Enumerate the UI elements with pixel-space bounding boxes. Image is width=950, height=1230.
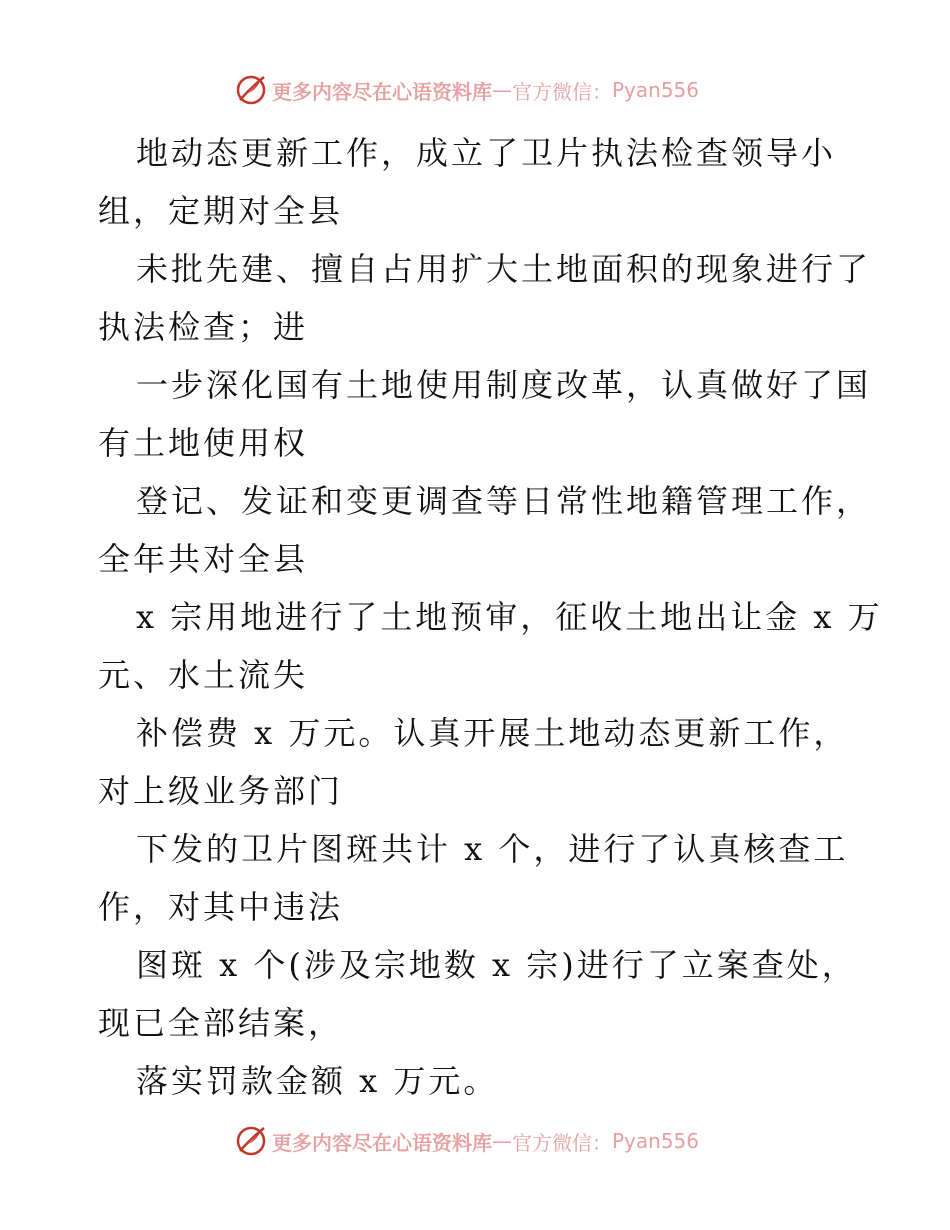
paragraph-line: 下发的卫片图斑共计 x 个，进行了认真核查工 <box>136 830 849 868</box>
paragraph <box>98 820 858 936</box>
paragraph-line: 现已全部结案， <box>98 1004 344 1042</box>
footer-banner <box>0 1121 950 1161</box>
banner-separator: — <box>492 1129 512 1153</box>
paragraph <box>98 588 883 704</box>
paragraph <box>98 1052 858 1110</box>
paragraph <box>98 356 872 472</box>
paragraph-line: 全年共对全县 <box>98 540 309 578</box>
paragraph-line: 落实罚款金额 x 万元。 <box>136 1062 499 1100</box>
paragraph-line: 一步深化国有土地使用制度改革，认真做好了国 <box>136 366 872 404</box>
banner-title: 更多内容尽在心语资料库 <box>272 79 492 104</box>
paragraph <box>98 936 858 1052</box>
banner-wechat-label: 官方微信： <box>512 1130 612 1155</box>
paragraph <box>98 704 858 820</box>
paragraph-line: 对上级业务部门 <box>98 772 344 810</box>
paragraph-line: 执法检查；进 <box>98 308 309 346</box>
paragraph <box>98 124 858 240</box>
feather-pen-logo-icon <box>234 73 268 107</box>
paragraph-line: 有土地使用权 <box>98 424 309 462</box>
banner-wechat-id: Pyan556 <box>612 1129 700 1153</box>
banner-title: 更多内容尽在心语资料库 <box>272 1130 492 1155</box>
paragraph-line: 元、水土流失 <box>98 656 309 694</box>
paragraph-line: 登记、发证和变更调查等日常性地籍管理工作， <box>136 482 872 520</box>
header-banner <box>0 70 950 110</box>
paragraph-line: 作，对其中违法 <box>98 888 344 926</box>
banner-wechat-label: 官方微信： <box>512 79 612 104</box>
banner-separator: — <box>492 78 512 102</box>
banner-wechat-id: Pyan556 <box>612 78 700 102</box>
paragraph <box>98 472 872 588</box>
document-body <box>98 124 883 1110</box>
paragraph-line: x 宗用地进行了土地预审，征收土地出让金 x 万 <box>136 598 883 636</box>
feather-pen-logo-icon <box>234 1124 268 1158</box>
paragraph-line: 地动态更新工作，成立了卫片执法检查领导小 <box>136 134 837 172</box>
paragraph-line: 组，定期对全县 <box>98 192 344 230</box>
paragraph-line: 补偿费 x 万元。认真开展土地动态更新工作， <box>136 714 849 752</box>
paragraph-line: 未批先建、擅自占用扩大土地面积的现象进行了 <box>136 250 872 288</box>
paragraph-line: 图斑 x 个(涉及宗地数 x 宗)进行了立案查处， <box>136 946 857 984</box>
paragraph <box>98 240 872 356</box>
